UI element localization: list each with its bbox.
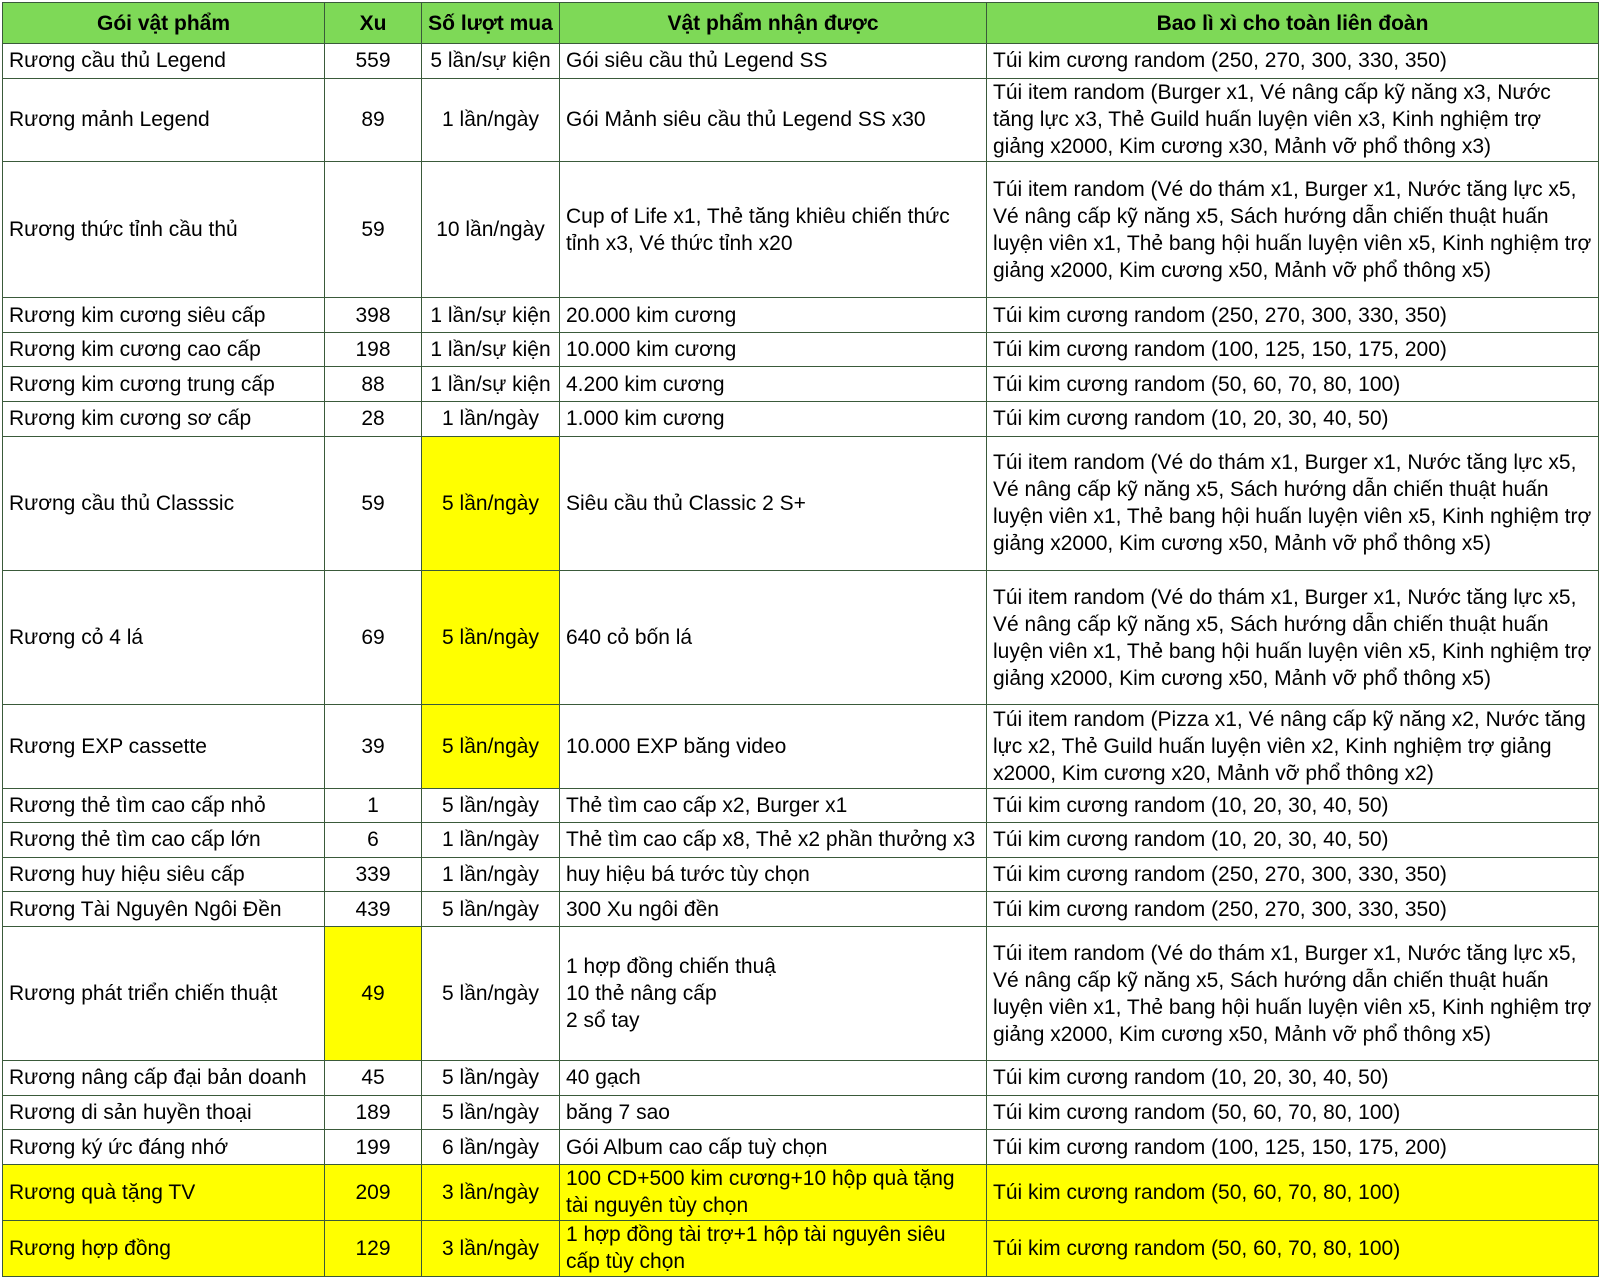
cell-xu-price: 69 (325, 570, 422, 704)
cell-purchase-limit: 1 lần/ngày (422, 78, 560, 161)
table-row (3, 436, 1599, 570)
table-row (3, 1220, 1599, 1276)
table-row (3, 78, 1599, 161)
cell-package-name: Rương kim cương sơ cấp (3, 402, 325, 437)
cell-items-received: huy hiệu bá tước tùy chọn (560, 857, 987, 892)
cell-guild-reward: Túi kim cương random (50, 60, 70, 80, 100) (987, 1220, 1599, 1276)
cell-xu-price: 209 (325, 1164, 422, 1220)
cell-xu-price: 129 (325, 1220, 422, 1276)
table-row (3, 1130, 1599, 1165)
cell-package-name: Rương di sản huyền thoại (3, 1095, 325, 1130)
cell-purchase-limit: 1 lần/sự kiện (422, 367, 560, 402)
cell-guild-reward: Túi kim cương random (100, 125, 150, 175, 200) (987, 332, 1599, 367)
cell-guild-reward: Túi kim cương random (250, 270, 300, 330, 350) (987, 44, 1599, 79)
cell-guild-reward: Túi kim cương random (250, 270, 300, 330, 350) (987, 857, 1599, 892)
table-row (3, 788, 1599, 823)
header-purchase-limit: Số lượt mua (422, 3, 560, 44)
cell-guild-reward: Túi kim cương random (50, 60, 70, 80, 100) (987, 1164, 1599, 1220)
cell-xu-price: 6 (325, 823, 422, 858)
cell-xu-price: 559 (325, 44, 422, 79)
cell-package-name: Rương mảnh Legend (3, 78, 325, 161)
table-row (3, 367, 1599, 402)
cell-xu-price: 39 (325, 705, 422, 788)
cell-guild-reward: Túi kim cương random (100, 125, 150, 175, 200) (987, 1130, 1599, 1165)
cell-xu-price: 89 (325, 78, 422, 161)
cell-guild-reward: Túi kim cương random (250, 270, 300, 330, 350) (987, 298, 1599, 333)
cell-guild-reward: Túi item random (Vé do thám x1, Burger x1, Nước tăng lực x5, Vé nâng cấp kỹ năng x5, Sách hướng dẫn chiến thuật huấn luyện viên x1, Thẻ bang hội huấn luyện viên x5, Kinh nghiệm trợ giảng x2000, Kim cương x50, Mảnh vỡ phổ thông x5) (987, 436, 1599, 570)
cell-xu-price: 59 (325, 161, 422, 297)
cell-items-received: 10.000 EXP băng video (560, 705, 987, 788)
cell-items-received: Thẻ tìm cao cấp x2, Burger x1 (560, 788, 987, 823)
header-xu: Xu (325, 3, 422, 44)
cell-package-name: Rương thức tỉnh cầu thủ (3, 161, 325, 297)
cell-items-received: 1.000 kim cương (560, 402, 987, 437)
cell-items-received: 1 hợp đồng chiến thuậ 10 thẻ nâng cấp 2 sổ tay (560, 926, 987, 1060)
cell-xu-price: 189 (325, 1095, 422, 1130)
cell-purchase-limit: 5 lần/ngày (422, 788, 560, 823)
table-row (3, 298, 1599, 333)
cell-package-name: Rương huy hiệu siêu cấp (3, 857, 325, 892)
cell-items-received: 4.200 kim cương (560, 367, 987, 402)
cell-package-name: Rương cầu thủ Classsic (3, 436, 325, 570)
cell-guild-reward: Túi kim cương random (10, 20, 30, 40, 50) (987, 823, 1599, 858)
cell-purchase-limit: 3 lần/ngày (422, 1164, 560, 1220)
cell-package-name: Rương quà tặng TV (3, 1164, 325, 1220)
cell-items-received: băng 7 sao (560, 1095, 987, 1130)
cell-items-received: 40 gạch (560, 1061, 987, 1096)
cell-items-received: Gói siêu cầu thủ Legend SS (560, 44, 987, 79)
cell-guild-reward: Túi kim cương random (250, 270, 300, 330, 350) (987, 892, 1599, 927)
cell-guild-reward: Túi item random (Burger x1, Vé nâng cấp kỹ năng x3, Nước tăng lực x3, Thẻ Guild huấn luyện viên x3, Kinh nghiệm trợ giảng x2000, Kim cương x30, Mảnh vỡ phổ thông x3) (987, 78, 1599, 161)
cell-guild-reward: Túi kim cương random (10, 20, 30, 40, 50) (987, 1061, 1599, 1096)
cell-xu-price: 59 (325, 436, 422, 570)
cell-package-name: Rương phát triển chiến thuật (3, 926, 325, 1060)
table-row (3, 570, 1599, 704)
cell-purchase-limit: 5 lần/ngày (422, 1061, 560, 1096)
cell-purchase-limit: 1 lần/sự kiện (422, 332, 560, 367)
cell-purchase-limit: 5 lần/sự kiện (422, 44, 560, 79)
header-guild-red-envelope: Bao lì xì cho toàn liên đoàn (987, 3, 1599, 44)
cell-items-received: 640 cỏ bốn lá (560, 570, 987, 704)
cell-purchase-limit: 1 lần/ngày (422, 823, 560, 858)
cell-package-name: Rương Tài Nguyên Ngôi Đền (3, 892, 325, 927)
cell-package-name: Rương kim cương trung cấp (3, 367, 325, 402)
table-row (3, 161, 1599, 297)
header-row (3, 3, 1599, 44)
table-row (3, 1164, 1599, 1220)
table-row (3, 823, 1599, 858)
cell-package-name: Rương kim cương cao cấp (3, 332, 325, 367)
cell-purchase-limit: 1 lần/sự kiện (422, 298, 560, 333)
header-items-received: Vật phẩm nhận được (560, 3, 987, 44)
cell-package-name: Rương kim cương siêu cấp (3, 298, 325, 333)
cell-package-name: Rương EXP cassette (3, 705, 325, 788)
cell-xu-price: 28 (325, 402, 422, 437)
cell-items-received: Thẻ tìm cao cấp x8, Thẻ x2 phần thưởng x3 (560, 823, 987, 858)
cell-package-name: Rương nâng cấp đại bản doanh (3, 1061, 325, 1096)
table-row (3, 892, 1599, 927)
cell-package-name: Rương ký ức đáng nhớ (3, 1130, 325, 1165)
cell-items-received: 1 hợp đồng tài trợ+1 hộp tài nguyên siêu cấp tùy chọn (560, 1220, 987, 1276)
header-package: Gói vật phẩm (3, 3, 325, 44)
cell-xu-price: 198 (325, 332, 422, 367)
table-body (3, 44, 1599, 1277)
cell-items-received: Cup of Life x1, Thẻ tăng khiêu chiến thức tỉnh x3, Vé thức tỉnh x20 (560, 161, 987, 297)
cell-items-received: 100 CD+500 kim cương+10 hộp quà tặng tài nguyên tùy chọn (560, 1164, 987, 1220)
cell-items-received: 300 Xu ngôi đền (560, 892, 987, 927)
cell-package-name: Rương cầu thủ Legend (3, 44, 325, 79)
cell-guild-reward: Túi kim cương random (50, 60, 70, 80, 100) (987, 1095, 1599, 1130)
cell-purchase-limit: 1 lần/ngày (422, 857, 560, 892)
cell-purchase-limit: 10 lần/ngày (422, 161, 560, 297)
table-row (3, 857, 1599, 892)
cell-guild-reward: Túi item random (Vé do thám x1, Burger x1, Nước tăng lực x5, Vé nâng cấp kỹ năng x5, Sách hướng dẫn chiến thuật huấn luyện viên x1, Thẻ bang hội huấn luyện viên x5, Kinh nghiệm trợ giảng x2000, Kim cương x50, Mảnh vỡ phổ thông x5) (987, 570, 1599, 704)
cell-xu-price: 88 (325, 367, 422, 402)
cell-xu-price: 339 (325, 857, 422, 892)
cell-purchase-limit: 5 lần/ngày (422, 436, 560, 570)
cell-xu-price: 398 (325, 298, 422, 333)
table-row (3, 402, 1599, 437)
cell-items-received: Siêu cầu thủ Classic 2 S+ (560, 436, 987, 570)
cell-purchase-limit: 5 lần/ngày (422, 705, 560, 788)
cell-items-received: 20.000 kim cương (560, 298, 987, 333)
cell-xu-price: 199 (325, 1130, 422, 1165)
cell-guild-reward: Túi kim cương random (50, 60, 70, 80, 100) (987, 367, 1599, 402)
cell-items-received: 10.000 kim cương (560, 332, 987, 367)
cell-items-received: Gói Mảnh siêu cầu thủ Legend SS x30 (560, 78, 987, 161)
table-row (3, 332, 1599, 367)
cell-xu-price: 45 (325, 1061, 422, 1096)
table-row (3, 1095, 1599, 1130)
cell-guild-reward: Túi item random (Vé do thám x1, Burger x1, Nước tăng lực x5, Vé nâng cấp kỹ năng x5, Sách hướng dẫn chiến thuật huấn luyện viên x1, Thẻ bang hội huấn luyện viên x5, Kinh nghiệm trợ giảng x2000, Kim cương x50, Mảnh vỡ phổ thông x5) (987, 926, 1599, 1060)
cell-purchase-limit: 5 lần/ngày (422, 926, 560, 1060)
cell-package-name: Rương cỏ 4 lá (3, 570, 325, 704)
cell-package-name: Rương hợp đồng (3, 1220, 325, 1276)
table-row (3, 705, 1599, 788)
table-row (3, 44, 1599, 79)
cell-items-received: Gói Album cao cấp tuỳ chọn (560, 1130, 987, 1165)
cell-purchase-limit: 6 lần/ngày (422, 1130, 560, 1165)
table-row (3, 926, 1599, 1060)
cell-purchase-limit: 5 lần/ngày (422, 1095, 560, 1130)
cell-guild-reward: Túi kim cương random (10, 20, 30, 40, 50) (987, 788, 1599, 823)
cell-purchase-limit: 5 lần/ngày (422, 570, 560, 704)
cell-purchase-limit: 5 lần/ngày (422, 892, 560, 927)
cell-guild-reward: Túi kim cương random (10, 20, 30, 40, 50) (987, 402, 1599, 437)
cell-xu-price: 439 (325, 892, 422, 927)
cell-xu-price: 49 (325, 926, 422, 1060)
cell-purchase-limit: 1 lần/ngày (422, 402, 560, 437)
cell-guild-reward: Túi item random (Pizza x1, Vé nâng cấp kỹ năng x2, Nước tăng lực x2, Thẻ Guild huấn luyện viên x2, Kinh nghiệm trợ giảng x2000, Kim cương x20, Mảnh vỡ phổ thông x2) (987, 705, 1599, 788)
table-row (3, 1061, 1599, 1096)
cell-xu-price: 1 (325, 788, 422, 823)
cell-package-name: Rương thẻ tìm cao cấp nhỏ (3, 788, 325, 823)
cell-purchase-limit: 3 lần/ngày (422, 1220, 560, 1276)
cell-guild-reward: Túi item random (Vé do thám x1, Burger x1, Nước tăng lực x5, Vé nâng cấp kỹ năng x5, Sách hướng dẫn chiến thuật huấn luyện viên x1, Thẻ bang hội huấn luyện viên x5, Kinh nghiệm trợ giảng x2000, Kim cương x50, Mảnh vỡ phổ thông x5) (987, 161, 1599, 297)
cell-package-name: Rương thẻ tìm cao cấp lớn (3, 823, 325, 858)
item-package-table (2, 2, 1599, 1277)
